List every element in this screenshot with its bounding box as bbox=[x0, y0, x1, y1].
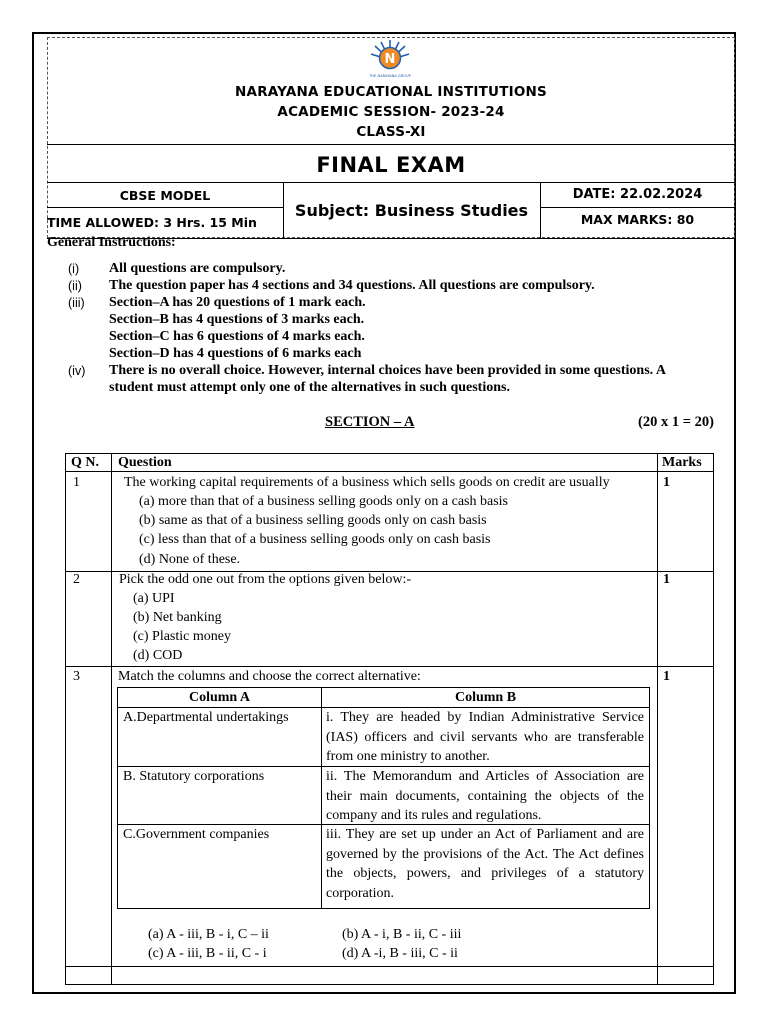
option: (b) A - i, B - ii, C - iii bbox=[342, 927, 462, 942]
logo-letter: N bbox=[384, 52, 396, 67]
meta-divider bbox=[540, 207, 735, 208]
column-b-item: iii. They are set up under an Act of Parliament and are governed by the provisions of the Act. The Act defines the objects, powers, and privileges of a statutory corporation. bbox=[326, 827, 644, 901]
instructions-heading: General Instructions: bbox=[47, 235, 176, 250]
instruction-text: Section–B has 4 questions of 3 marks each. bbox=[109, 312, 365, 327]
instruction-number: (i) bbox=[68, 262, 80, 276]
question-marks: 1 bbox=[663, 572, 670, 587]
section-title: SECTION – A bbox=[325, 414, 415, 430]
question-text: The working capital requirements of a business which sells goods on credit are usually bbox=[124, 475, 610, 490]
column-b-item: ii. The Memorandum and Articles of Association are their main documents, containing the objects of the company and its rules and regulations. bbox=[326, 769, 644, 823]
exam-date: DATE: 22.02.2024 bbox=[572, 187, 703, 202]
question-number: 2 bbox=[73, 572, 80, 587]
header-question: Question bbox=[118, 455, 172, 470]
instruction-text: Section–C has 6 questions of 4 marks each. bbox=[109, 329, 365, 344]
column-b-item: i. They are headed by Indian Administrative Service (IAS) officers and civil servants who are transferable from one ministry to another. bbox=[326, 710, 644, 764]
instruction-text: Section–D has 4 questions of 6 marks each bbox=[109, 346, 362, 361]
logo-caption: THE NARAYANA GROUP bbox=[369, 74, 411, 78]
divider bbox=[47, 144, 735, 145]
option: (b) Net banking bbox=[133, 610, 222, 625]
narayana-logo bbox=[369, 40, 411, 80]
class-label: CLASS-XI bbox=[356, 124, 426, 140]
meta-divider bbox=[47, 207, 283, 208]
column-a-header: Column A bbox=[188, 690, 251, 705]
instruction-text: student must attempt only one of the alternatives in such questions. bbox=[109, 380, 510, 395]
board-label: CBSE MODEL bbox=[119, 188, 211, 203]
academic-session: ACADEMIC SESSION- 2023-24 bbox=[277, 104, 505, 120]
instruction-text: All questions are compulsory. bbox=[109, 261, 286, 276]
match-columns-table bbox=[117, 687, 650, 909]
instruction-text: The question paper has 4 sections and 34 questions. All questions are compulsory. bbox=[109, 278, 595, 293]
option: (c) A - iii, B - ii, C - i bbox=[148, 946, 267, 961]
instruction-text: Section–A has 20 questions of 1 mark each. bbox=[109, 295, 366, 310]
column-a-item: B. Statutory corporations bbox=[123, 769, 265, 784]
column-b-header: Column B bbox=[454, 690, 517, 705]
option: (c) less than that of a business selling goods only on cash basis bbox=[139, 532, 491, 547]
instruction-text: There is no overall choice. However, internal choices have been provided in some questions. A bbox=[109, 363, 667, 378]
question-marks: 1 bbox=[663, 669, 670, 684]
instruction-number: (iv) bbox=[68, 364, 86, 378]
option: (d) COD bbox=[133, 648, 183, 663]
divider bbox=[47, 182, 735, 183]
question-text: Pick the odd one out from the options given below:- bbox=[119, 572, 412, 587]
subject-label: Subject: Business Studies bbox=[294, 201, 529, 220]
table-column-divider bbox=[111, 454, 112, 984]
max-marks: MAX MARKS: 80 bbox=[580, 212, 695, 227]
question-number: 3 bbox=[73, 669, 80, 684]
exam-title: FINAL EXAM bbox=[316, 153, 466, 177]
institution-name: NARAYANA EDUCATIONAL INSTITUTIONS bbox=[235, 84, 547, 100]
option: (a) A - iii, B - i, C – ii bbox=[148, 927, 269, 942]
instruction-number: (ii) bbox=[68, 279, 82, 293]
option: (d) A -i, B - iii, C - ii bbox=[342, 946, 458, 961]
question-marks: 1 bbox=[663, 475, 670, 490]
time-allowed: TIME ALLOWED: 3 Hrs. 15 Min bbox=[47, 215, 257, 230]
question-text: Match the columns and choose the correct alternative: bbox=[118, 669, 421, 684]
header-qn: Q N. bbox=[71, 455, 99, 470]
column-a-item: A.Departmental undertakings bbox=[123, 710, 289, 725]
option: (b) same as that of a business selling goods only on cash basis bbox=[139, 513, 487, 528]
section-marks: (20 x 1 = 20) bbox=[638, 414, 714, 430]
instruction-number: (iii) bbox=[68, 296, 85, 310]
column-a-item: C.Government companies bbox=[123, 827, 270, 842]
table-column-divider bbox=[657, 454, 658, 984]
table-row-divider bbox=[66, 966, 713, 967]
option: (a) UPI bbox=[133, 591, 175, 606]
header-marks: Marks bbox=[662, 455, 702, 470]
option: (a) more than that of a business selling goods only on a cash basis bbox=[139, 494, 508, 509]
table-row-divider bbox=[66, 666, 713, 667]
option: (d) None of these. bbox=[139, 552, 241, 567]
question-number: 1 bbox=[73, 475, 80, 490]
option: (c) Plastic money bbox=[133, 629, 231, 644]
match-column-divider bbox=[321, 688, 322, 908]
